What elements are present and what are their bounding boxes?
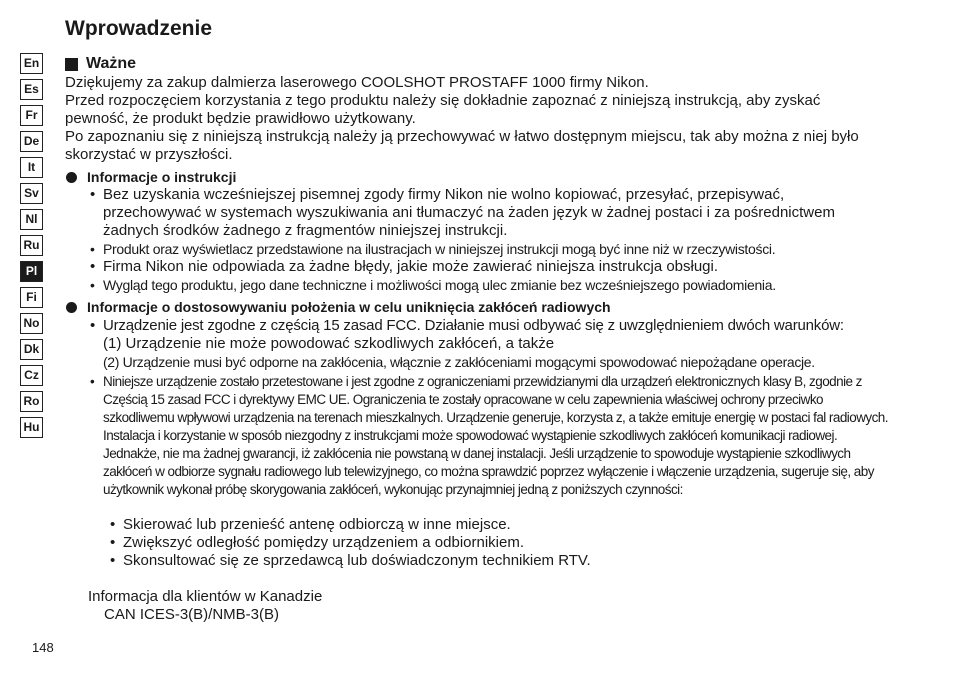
radio-info-heading xyxy=(66,298,611,316)
language-tab-ru[interactable]: Ru xyxy=(20,235,43,256)
manual-info-heading-text: Informacje o instrukcji xyxy=(87,169,237,185)
language-tab-en[interactable]: En xyxy=(20,53,43,74)
important-heading xyxy=(65,54,136,74)
list-item-text: Niniejsze urządzenie zostało przetestowane i jest zgodne z ograniczeniami przewidzianymi dla urządzeń elektronicznych klasy B, zgodnie z Częścią 15 zasad FCC i dyrektywy EMC UE. Ograniczenia te zostały opracowane w celu zapewnienia właściwej ochrony przeciwko szkodliwemu wpływowi urządzenia na terenach mieszkalnych. Urządzenie generuje, korzysta z, a także emituje energię w postaci fal radiowych. Instalacja i korzystanie w sposób niezgodny z instrukcjami może spowodować wystąpienie szkodliwych zakłóceń komunikacji radiowej. Jednakże, nie ma żadnej gwarancji, iż zakłócenia nie powstaną w danej instalacji. Jeśli urządzenie to spowoduje wystąpienie szkodliwych zakłóceń w odbiorze sygnału radiowego lub telewizyjnego, co można sprawdzić poprzez wyłączenie i włączenie urządzenia, sugeruje się, aby użytkownik wykonał próbę skorygowania zakłóceń, wykonując przynajmniej jedną z poniższych czynności: xyxy=(103,374,888,497)
language-tab-fr[interactable]: Fr xyxy=(20,105,43,126)
list-item xyxy=(110,516,511,534)
list-item xyxy=(90,317,895,335)
list-item-text: Bez uzyskania wcześniejszej pisemnej zgody firmy Nikon nie wolno kopiować, przesyłać, przepisywać, przechowywać w systemach wyszukiwania ani tłumaczyć na żaden język w żadnej postaci i za pośrednictwem żadnych środków żadnego z fragmentów niniejszej instrukcji. xyxy=(103,186,835,239)
fcc-condition-2: (2) Urządzenie musi być odporne na zakłócenia, włącznie z zakłóceniami mogącymi spowodować niepożądane operacje. xyxy=(103,354,815,370)
language-tab-it[interactable]: It xyxy=(20,157,43,178)
language-tabs xyxy=(20,53,45,443)
list-item xyxy=(110,534,524,552)
manual-info-heading xyxy=(66,168,236,186)
fcc-condition-1: (1) Urządzenie nie może powodować szkodliwych zakłóceń, a także xyxy=(103,335,555,352)
bullet-icon: • xyxy=(90,374,95,389)
page-title: Wprowadzenie xyxy=(65,17,213,40)
bullet-icon: • xyxy=(90,317,96,334)
radio-info-heading-text: Informacje o dostosowywaniu położenia w celu uniknięcia zakłóceń radiowych xyxy=(87,299,611,315)
language-tab-ro[interactable]: Ro xyxy=(20,391,43,412)
page-number: 148 xyxy=(32,640,54,655)
language-tab-hu[interactable]: Hu xyxy=(20,417,43,438)
intro-paragraph: Przed rozpoczęciem korzystania z tego produktu należy się dokładnie zapoznać z niniejszą instrukcją, aby zyskać pewność, że produkt będzie prawidłowo użytkowany. xyxy=(65,92,821,127)
bullet-icon: • xyxy=(90,258,96,275)
intro-paragraph: Po zapoznaniu się z niniejszą instrukcją należy ją przechowywać w łatwo dostępnym miejscu, tak aby można z niej było skorzystać w przyszłości. xyxy=(65,128,859,163)
canada-info-label: Informacja dla klientów w Kanadzie xyxy=(88,588,323,605)
circle-bullet-icon xyxy=(66,302,77,313)
list-item xyxy=(90,373,890,499)
language-tab-sv[interactable]: Sv xyxy=(20,183,43,204)
important-heading-text: Ważne xyxy=(86,55,137,72)
language-tab-cz[interactable]: Cz xyxy=(20,365,43,386)
canada-ices-code: CAN ICES-3(B)/NMB-3(B) xyxy=(104,606,280,623)
square-bullet-icon xyxy=(65,58,78,71)
bullet-icon: • xyxy=(110,534,116,551)
list-item-text: Zwiększyć odległość pomiędzy urządzeniem a odbiornikiem. xyxy=(123,534,525,551)
list-item-text: Produkt oraz wyświetlacz przedstawione na ilustracjach w niniejszej instrukcji mogą być inne niż w rzeczywistości. xyxy=(103,241,776,257)
language-tab-es[interactable]: Es xyxy=(20,79,43,100)
bullet-icon: • xyxy=(90,277,95,293)
list-item-text: Skonsultować się ze sprzedawcą lub doświadczonym technikiem RTV. xyxy=(123,552,591,569)
list-item xyxy=(90,240,895,258)
language-tab-pl[interactable]: Pl xyxy=(20,261,43,282)
language-tab-no[interactable]: No xyxy=(20,313,43,334)
list-item-text: Skierować lub przenieść antenę odbiorczą w inne miejsce. xyxy=(123,516,511,533)
language-tab-de[interactable]: De xyxy=(20,131,43,152)
list-item-text: Wygląd tego produktu, jego dane techniczne i możliwości mogą ulec zmianie bez wcześniejszego powiadomienia. xyxy=(103,277,776,293)
bullet-icon: • xyxy=(110,552,116,569)
intro-paragraph: Dziękujemy za zakup dalmierza laserowego COOLSHOT PROSTAFF 1000 firmy Nikon. xyxy=(65,74,649,91)
circle-bullet-icon xyxy=(66,172,77,183)
list-item xyxy=(90,186,880,240)
language-tab-fi[interactable]: Fi xyxy=(20,287,43,308)
list-item-text: Firma Nikon nie odpowiada za żadne błędy, jakie może zawierać niniejsza instrukcja obsługi. xyxy=(103,258,719,275)
bullet-icon: • xyxy=(90,186,96,203)
list-item xyxy=(110,552,591,570)
language-tab-nl[interactable]: Nl xyxy=(20,209,43,230)
language-tab-dk[interactable]: Dk xyxy=(20,339,43,360)
list-item xyxy=(90,276,895,294)
list-item-text: Urządzenie jest zgodne z częścią 15 zasad FCC. Działanie musi odbywać się z uwzględnieniem dwóch warunków: xyxy=(103,317,844,334)
bullet-icon: • xyxy=(110,516,116,533)
intro-paragraphs xyxy=(65,74,895,164)
bullet-icon: • xyxy=(90,241,95,257)
list-item xyxy=(90,258,895,276)
